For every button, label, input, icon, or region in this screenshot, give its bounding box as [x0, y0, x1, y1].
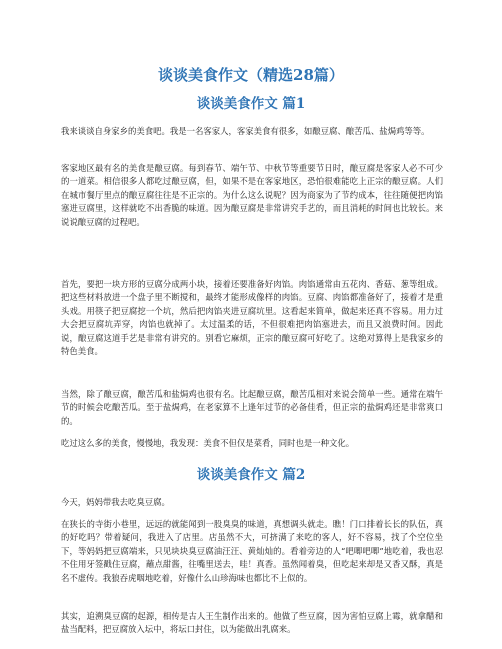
section-heading-1: 谈谈美食作文 篇1: [196, 96, 306, 112]
section-1-paragraph-5: 吃过这么多的美食，慢慢地，我发现：美食不但仅是菜肴，同时也是一种文化。: [61, 438, 355, 448]
section-2-paragraph-3: 其实，追溯臭豆腐的起源，相传是古人王生制作出来的。他做了些豆腐，因为害怕豆腐上霉，就拿醋和盐当配料，把豆腐放入坛中，将坛口封住，以为能做出乳腐来。: [61, 611, 443, 635]
section-2-paragraph-2: 在狭长的寺街小巷里，远远的就能闻到一股臭臭的味道，真想调头就走。瞧！门口排着长长的队伍，真的好吃吗？带着疑问，我进入了店里。店虽然不大，可挤满了来吃的客人，好不容易，找了个空位坐下，等妈妈把豆腐端来，只见块块臭豆腐油汪汪、黄灿灿的。看着旁边的人“吧唧吧唧”地吃着，我也忍不住用牙签戳住豆腐，蘸点甜酱，往嘴里送去，哇！真香。虽然闻着臭，但吃起来却是又香又酥，真是名不虚传。我狼吞虎咽地吃着，好像什么山珍海味也都比不上似的。: [61, 519, 443, 583]
section-1-paragraph-1: 我来谈谈自身家乡的美食吧。我是一名客家人，客家美食有很多，如酿豆腐、酿苦瓜、盐焗鸡等等。: [61, 126, 430, 136]
section-2-paragraph-1: 今天，妈妈带我去吃臭豆腐。: [61, 497, 170, 507]
section-1-paragraph-2: 客家地区最有名的美食是酿豆腐。每到春节、端午节、中秋节等重要节日时，酿豆腐是客家人必不可少的一道菜。相信很多人都吃过酿豆腐，但，如果不是在客家地区，恐怕很难能吃上正宗的酿豆腐。人们在城市餐厅里点的酿豆腐往往是不正宗的。为什么这么说呢？因为商家为了节约成本，往往随便把肉馅塞进豆腐里，这样就吃不出香脆的味道。因为酿豆腐是非常讲究手艺的，而且消耗的时间也比较长。来说说酿豆腐的过程吧。: [61, 163, 443, 227]
section-1-paragraph-3: 首先，要把一块方形的豆腐分成两小块，接着还要准备好肉馅。肉馅通常由五花肉、香菇、葱等组成。把这些材料放进一个盘子里不断搅和，最终才能形成像样的肉馅。豆腐、肉馅都准备好了，接着才是重头戏。用筷子把豆腐挖一个坑，然后把肉馅夹进豆腐坑里。这看起来简单，做起来还真不容易。用力过大会把豆腐坑弄穿，肉馅也就掉了。太过温柔的话，不但很难把肉馅塞进去，而且又浪费时间。因此说，酿豆腐这道手艺是非常有讲究的。别看它麻烦，正宗的酿豆腐可好吃了。这绝对算得上是我家乡的特色美食。: [61, 279, 443, 357]
section-1-paragraph-4: 当然，除了酿豆腐，酿苦瓜和盐焗鸡也很有名。比起酿豆腐，酿苦瓜相对来说会简单一些。通常在端午节的时候会吃酿苦瓜。至于盐焗鸡，在老家算不上逢年过节的必备佳肴，但正宗的盐焗鸡还是非常爽口的。: [61, 389, 443, 426]
document-title: 谈谈美食作文（精选28篇）: [158, 66, 344, 84]
section-heading-2: 谈谈美食作文 篇2: [196, 467, 306, 483]
